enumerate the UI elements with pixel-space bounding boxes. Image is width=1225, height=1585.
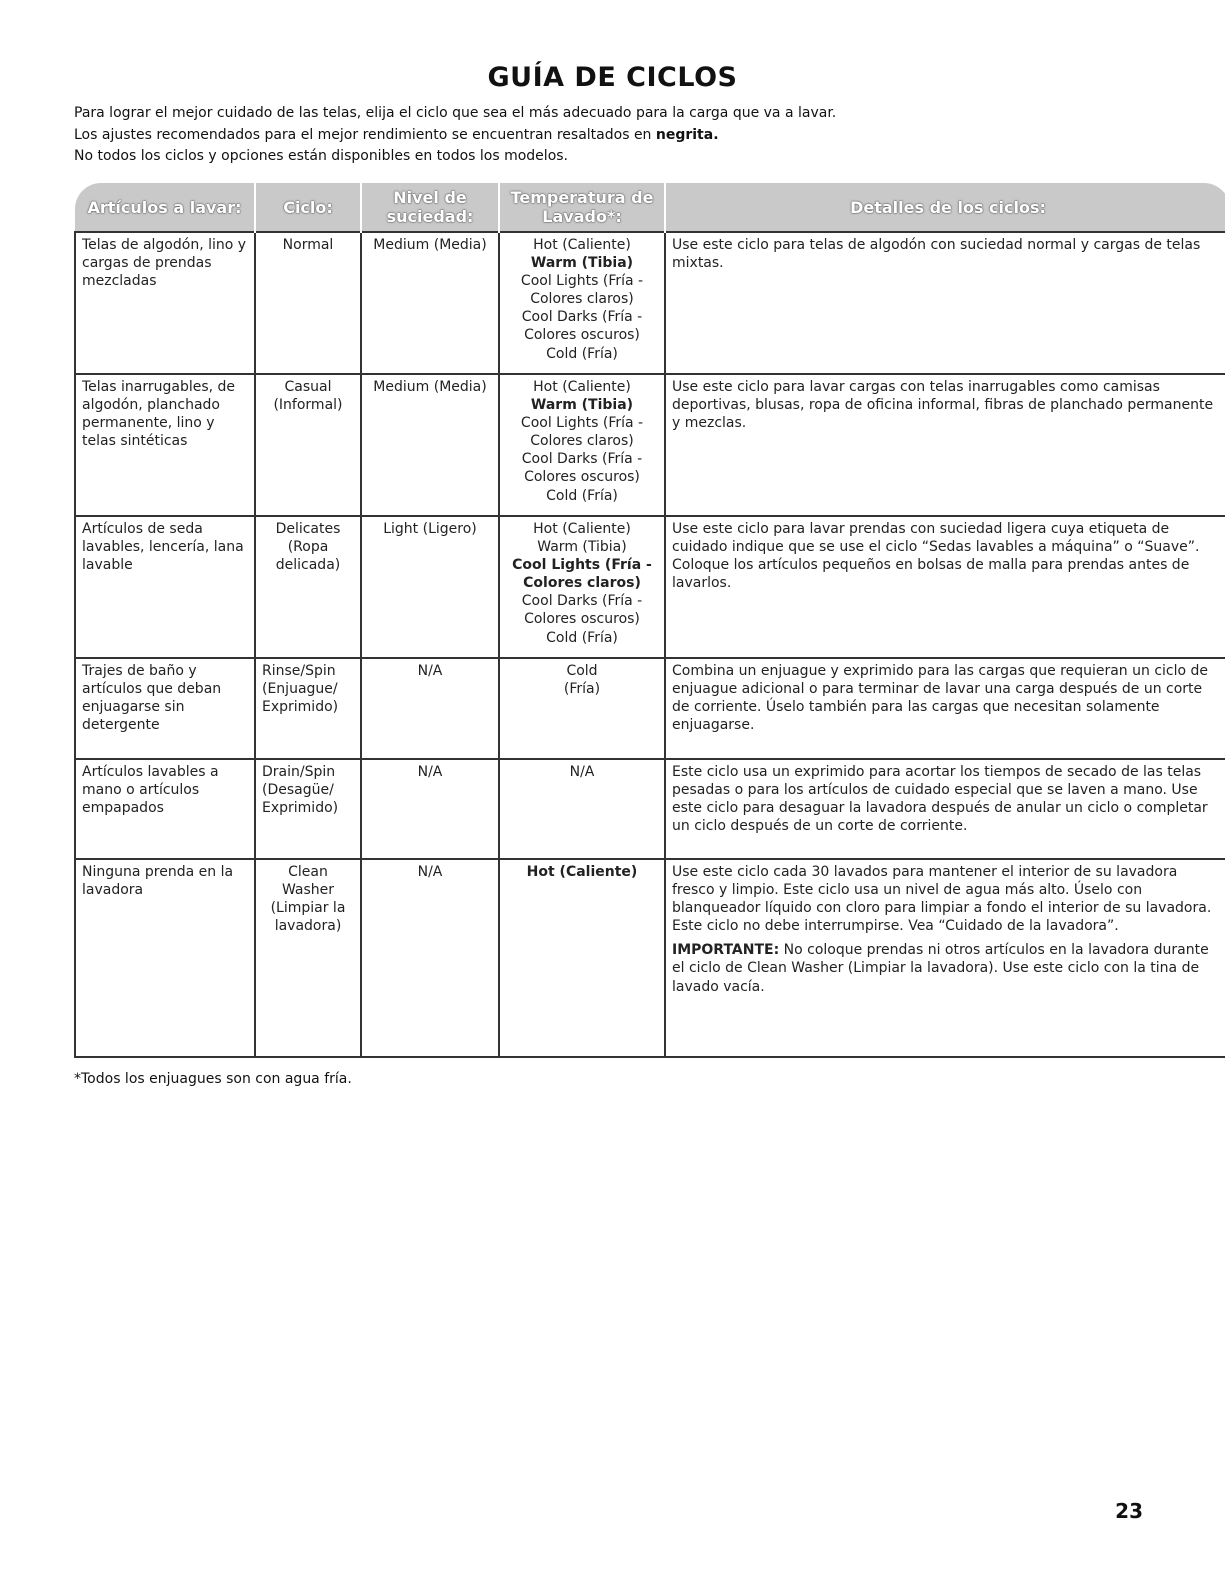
cell-articles: Trajes de baño y artículos que deban enjuagarse sin detergente — [75, 658, 255, 759]
header-soil-level: Nivel de suciedad: — [361, 183, 499, 232]
cell-articles: Telas de algodón, lino y cargas de prendas mezcladas — [75, 232, 255, 374]
cell-articles: Ninguna prenda en la lavadora — [75, 859, 255, 1057]
cell-temperature — [499, 759, 665, 859]
temperature-option: Cool Lights (Fría - — [520, 415, 644, 432]
temperature-option: Hot (Caliente) — [533, 379, 631, 395]
cell-cycle: Drain/Spin (Desagüe/ Exprimido) — [255, 759, 361, 859]
cell-temperature — [499, 859, 665, 1057]
cell-details: Use este ciclo para lavar cargas con telas inarrugables como camisas deportivas, blusas, ropa de oficina informal, fibras de planchado permanente y mezclas. — [665, 374, 1225, 516]
cycle-guide-table — [74, 183, 1225, 1058]
temperature-option: Colores claros) — [530, 433, 634, 450]
important-text: No coloque prendas ni otros artículos en la lavadora durante el ciclo de Clean Washer (Limpiar la lavadora). Use este ciclo con la tina de lavado vacía. — [672, 942, 1209, 995]
cell-cycle: Rinse/Spin (Enjuague/ Exprimido) — [255, 658, 361, 759]
table-header-row — [75, 183, 1225, 232]
page-number: 23 — [1115, 1499, 1143, 1523]
cell-cycle: Casual (Informal) — [255, 374, 361, 516]
footnote: *Todos los enjuagues son con agua fría. — [74, 1071, 352, 1087]
cell-temperature — [499, 232, 665, 374]
table-row — [75, 859, 1225, 1057]
temperature-option: (Fría) — [563, 681, 601, 698]
intro-line-2 — [74, 125, 836, 147]
temperature-option: Cool Lights (Fría - — [520, 273, 644, 290]
temperature-option: Cool Lights (Fría - — [512, 557, 652, 574]
header-cycle-details: Detalles de los ciclos: — [665, 183, 1225, 232]
table-row — [75, 516, 1225, 658]
intro-line-2-text: Los ajustes recomendados para el mejor rendimiento se encuentran resaltados en — [74, 126, 656, 143]
cell-details — [665, 859, 1225, 1057]
cell-articles: Telas inarrugables, de algodón, planchado permanente, lino y telas sintéticas — [75, 374, 255, 516]
page-title: GUÍA DE CICLOS — [487, 62, 738, 93]
cell-soil-level: N/A — [361, 859, 499, 1057]
temperature-option: Cold — [566, 663, 598, 679]
cell-articles: Artículos lavables a mano o artículos empapados — [75, 759, 255, 859]
temperature-option: Cold (Fría) — [546, 487, 618, 504]
temperature-option: Hot (Caliente) — [526, 864, 638, 880]
table-row — [75, 658, 1225, 759]
table-row — [75, 374, 1225, 516]
temperature-option: Cool Darks (Fría - — [521, 309, 643, 326]
header-articles: Artículos a lavar: — [75, 183, 255, 232]
cell-soil-level: Medium (Media) — [361, 374, 499, 516]
cell-temperature — [499, 516, 665, 658]
temperature-option: Colores claros) — [523, 575, 641, 592]
cell-cycle: Clean Washer (Limpiar la lavadora) — [255, 859, 361, 1057]
temperature-option: Cool Darks (Fría - — [521, 451, 643, 468]
temperature-option: Cool Darks (Fría - — [521, 593, 643, 610]
intro-text — [74, 103, 836, 168]
temperature-option: Hot (Caliente) — [533, 237, 631, 253]
intro-line-3: No todos los ciclos y opciones están disponibles en todos los modelos. — [74, 148, 568, 164]
cell-temperature — [499, 374, 665, 516]
cell-cycle: Delicates (Ropa delicada) — [255, 516, 361, 658]
temperature-option: Colores oscuros) — [524, 469, 640, 486]
intro-line-1: Para lograr el mejor cuidado de las telas, elija el ciclo que sea el más adecuado para la carga que va a lavar. — [74, 105, 837, 121]
temperature-option: Warm (Tibia) — [530, 255, 634, 272]
cell-soil-level: N/A — [361, 759, 499, 859]
cell-details: Use este ciclo para telas de algodón con suciedad normal y cargas de telas mixtas. — [665, 232, 1225, 374]
temperature-option: Warm (Tibia) — [537, 539, 627, 556]
intro-bold-word: negrita. — [655, 126, 719, 143]
cell-cycle: Normal — [255, 232, 361, 374]
temperature-option: Colores oscuros) — [524, 327, 640, 344]
cell-articles: Artículos de seda lavables, lencería, lana lavable — [75, 516, 255, 658]
header-wash-temperature: Temperatura de Lavado*: — [499, 183, 665, 232]
temperature-option: Warm (Tibia) — [530, 397, 634, 414]
temperature-option: Cold (Fría) — [546, 345, 618, 362]
cell-details: Este ciclo usa un exprimido para acortar los tiempos de secado de las telas pesadas o para los artículos de cuidado especial que se laven a mano. Use este ciclo para desaguar la lavadora después de anular un ciclo o completar un ciclo después de un corte de corriente. — [665, 759, 1225, 859]
temperature-option: Colores claros) — [530, 291, 634, 308]
cell-details: Use este ciclo para lavar prendas con suciedad ligera cuya etiqueta de cuidado indique que se use el ciclo “Sedas lavables a máquina” o “Suave”. Coloque los artículos pequeños en bolsas de malla para prendas antes de lavarlos. — [665, 516, 1225, 658]
temperature-option: N/A — [569, 764, 595, 780]
details-text: Use este ciclo cada 30 lavados para mantener el interior de su lavadora fresco y limpio. Este ciclo usa un nivel de agua más alto. Úselo con blanqueador líquido con cloro para limpiar a fondo el interior de su lavadora. Este ciclo no debe interrumpirse. Vea “Cuidado de la lavadora”. — [672, 864, 1212, 935]
cell-details: Combina un enjuague y exprimido para las cargas que requieran un ciclo de enjuague adicional o para terminar de lavar una carga después de un corte de corriente. Úselo también para las cargas que necesitan solamente enjuagarse. — [665, 658, 1225, 759]
cell-soil-level: Medium (Media) — [361, 232, 499, 374]
temperature-option: Colores oscuros) — [524, 611, 640, 628]
temperature-option: Cold (Fría) — [546, 629, 618, 646]
cell-soil-level: N/A — [361, 658, 499, 759]
important-note — [672, 941, 1223, 995]
table-row — [75, 759, 1225, 859]
table-row — [75, 232, 1225, 374]
important-label: IMPORTANTE: — [672, 942, 780, 959]
temperature-option: Hot (Caliente) — [533, 521, 631, 537]
header-cycle: Ciclo: — [255, 183, 361, 232]
cell-soil-level: Light (Ligero) — [361, 516, 499, 658]
cell-temperature — [499, 658, 665, 759]
